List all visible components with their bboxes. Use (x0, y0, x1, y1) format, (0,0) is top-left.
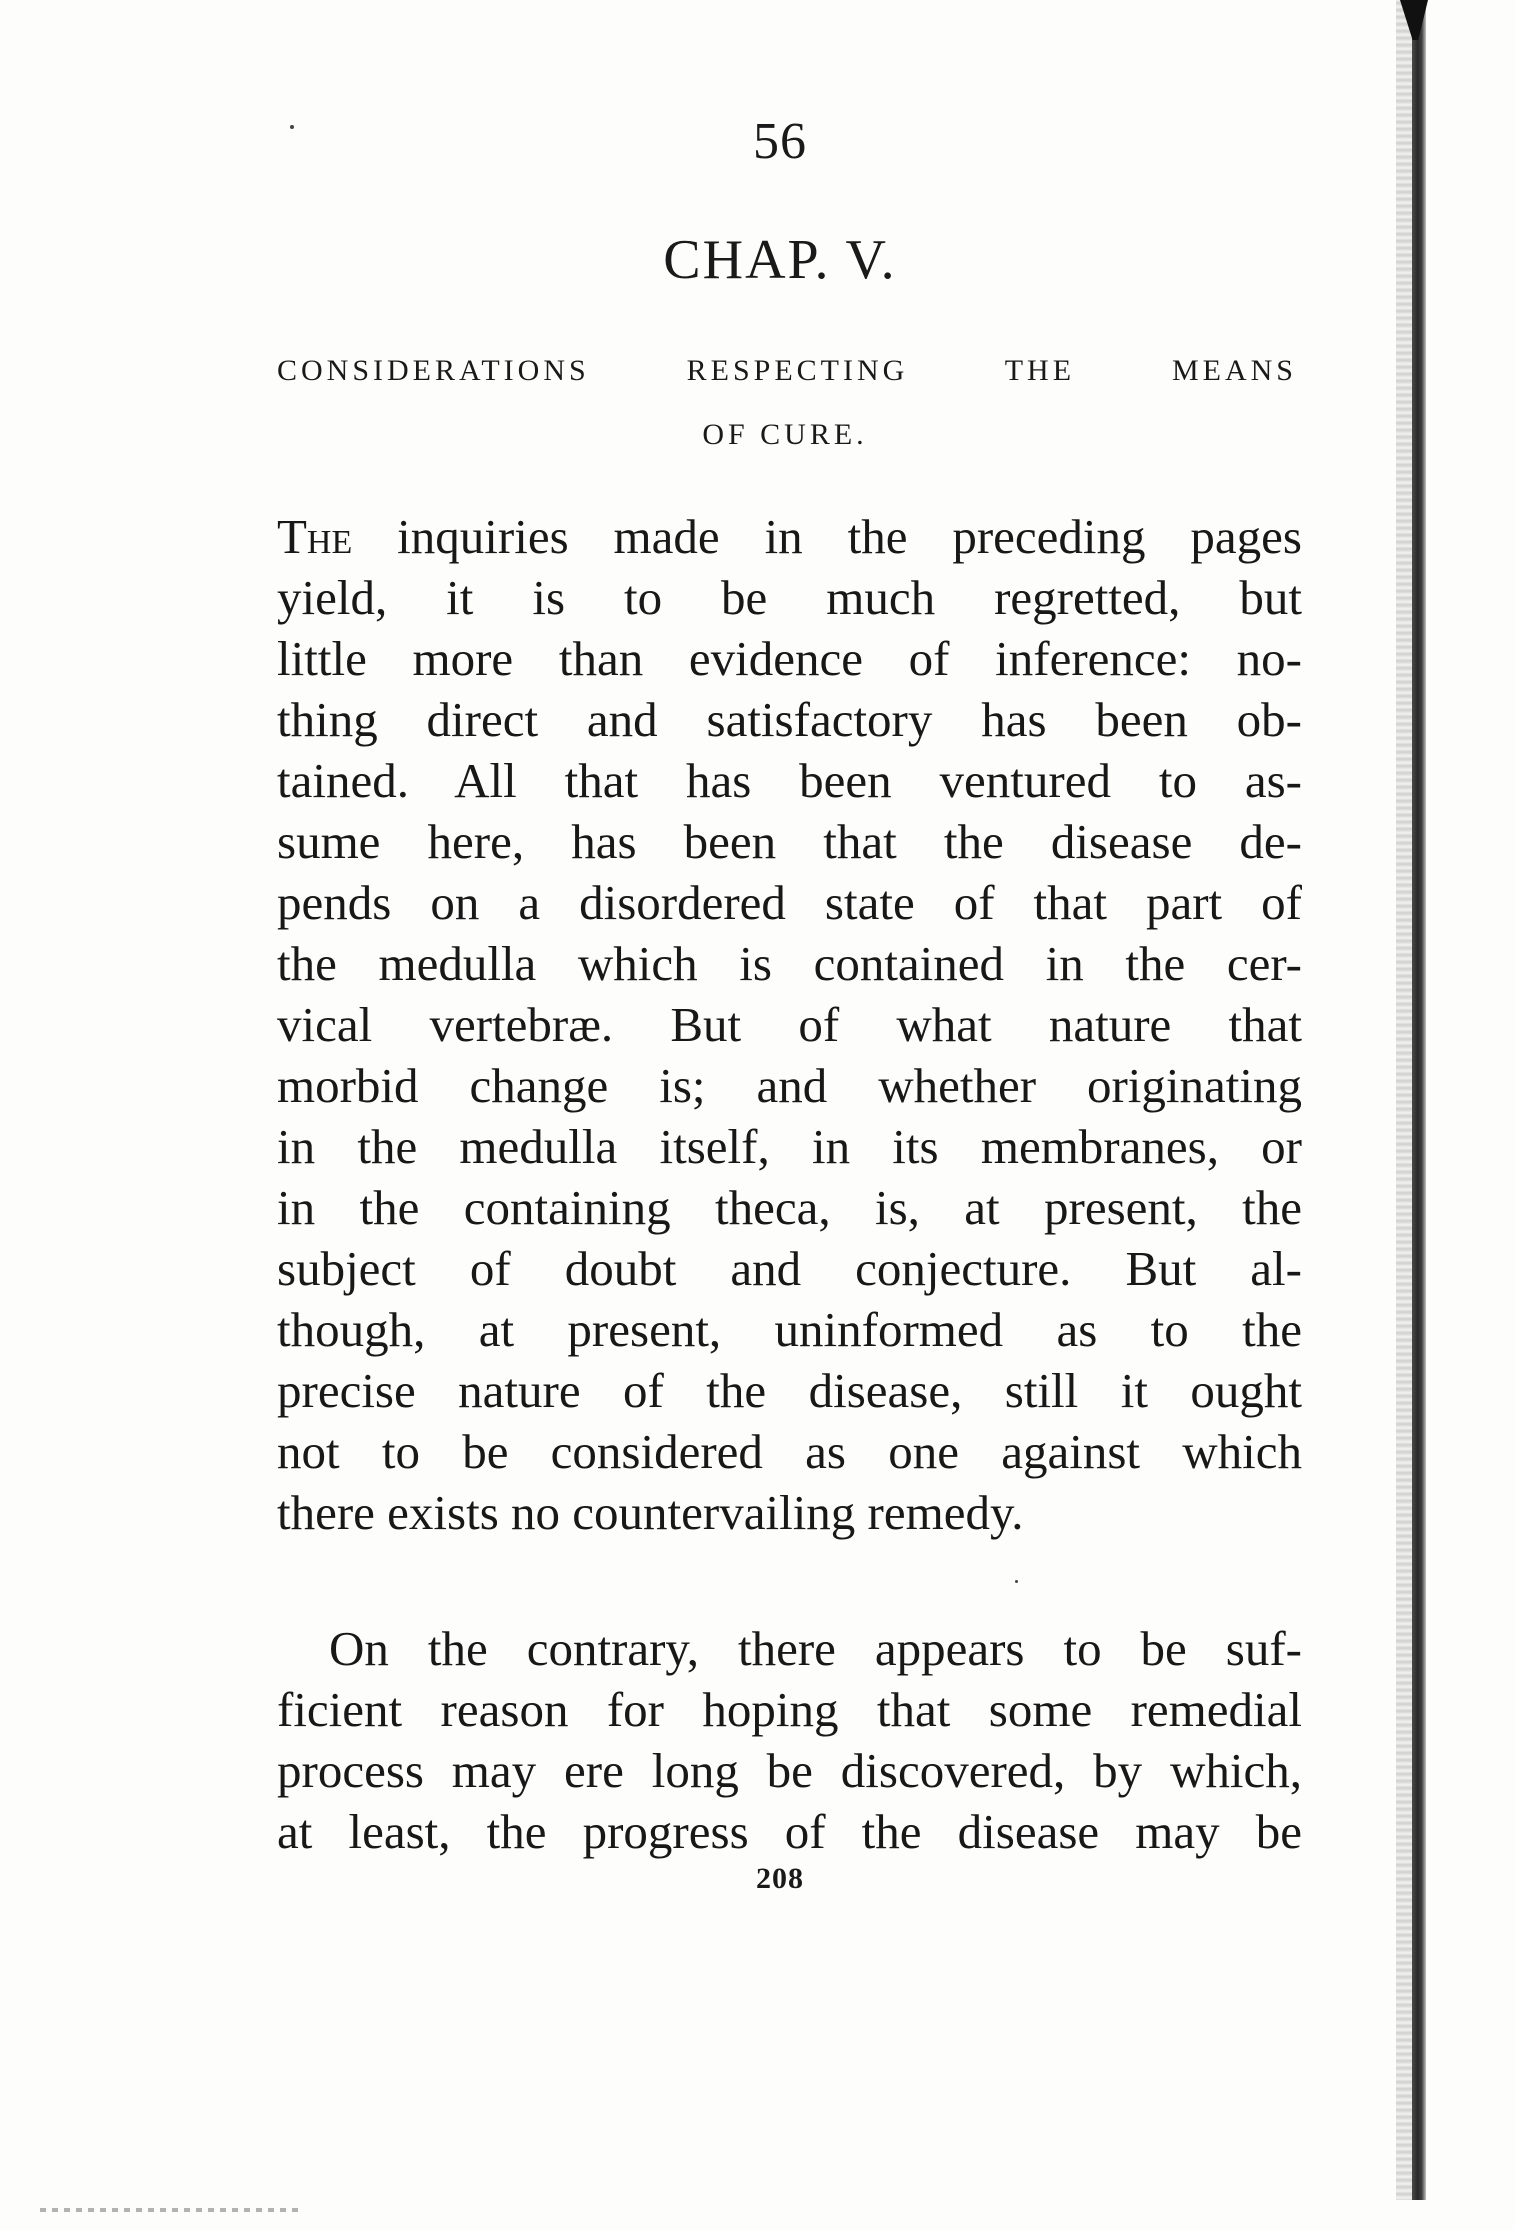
text-line: though, at present, uninformed as to the (277, 1302, 1302, 1357)
text-line: the medulla which is contained in the cer- (277, 936, 1302, 991)
lead-word: The (277, 509, 353, 564)
text-line: at least, the progress of the disease may be (277, 1804, 1302, 1859)
paragraph-2 (277, 1618, 1302, 1862)
text-line: precise nature of the disease, still it ought (277, 1363, 1302, 1418)
page-number: 56 (753, 113, 807, 170)
text-line: thing direct and satisfactory has been ob- (277, 692, 1302, 747)
text-line: little more than evidence of inference: no- (277, 631, 1302, 686)
text-line: On the contrary, there appears to be suf- (329, 1621, 1302, 1676)
text-line: there exists no countervailing remedy. (277, 1485, 1024, 1540)
text-line: pends on a disordered state of that part of (277, 875, 1302, 930)
text-line: in the medulla itself, in its membranes, or (277, 1119, 1302, 1174)
text-line: yield, it is to be much regretted, but (277, 570, 1302, 625)
text-line: tained. All that has been ventured to as- (277, 753, 1302, 808)
text-line: vical vertebræ. But of what nature that (277, 997, 1302, 1052)
text-line: The inquiries made in the preceding pages (277, 509, 1302, 564)
chapter-subtitle-line-2: OF CURE. (702, 418, 868, 451)
chapter-subtitle-line-1: CONSIDERATIONS RESPECTING THE MEANS (277, 354, 1297, 387)
text-line: subject of doubt and conjecture. But al- (277, 1241, 1302, 1296)
text-line: in the containing theca, is, at present, the (277, 1180, 1302, 1235)
paragraph-1 (277, 506, 1302, 1543)
speck (1015, 1580, 1018, 1583)
bottom-smudge (40, 2208, 300, 2212)
text-line: sume here, has been that the disease de- (277, 814, 1302, 869)
signature-mark: 208 (756, 1862, 804, 1895)
text-line: not to be considered as one against which (277, 1424, 1302, 1479)
text-line: ficient reason for hoping that some remedial (277, 1682, 1302, 1737)
text-line: process may ere long be discovered, by which, (277, 1743, 1302, 1798)
text-line: morbid change is; and whether originating (277, 1058, 1302, 1113)
chapter-title: CHAP. V. (663, 229, 897, 291)
